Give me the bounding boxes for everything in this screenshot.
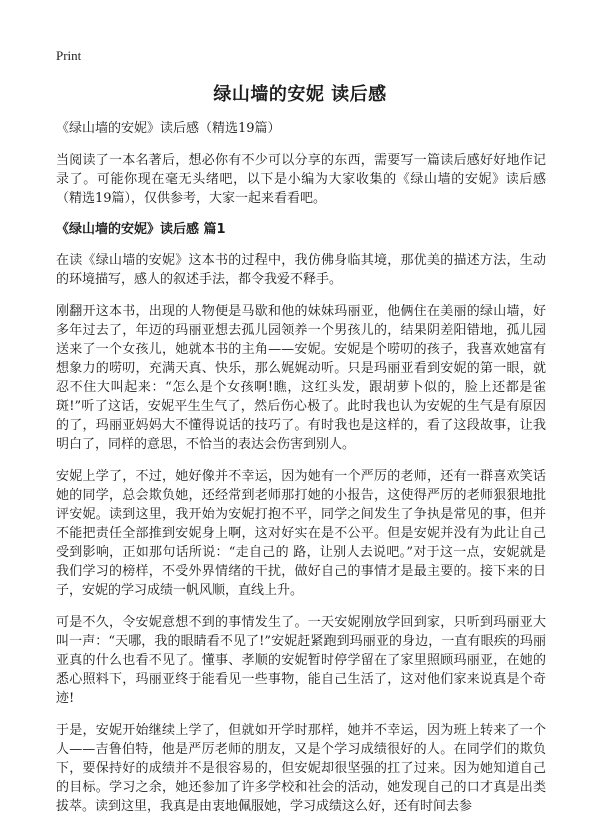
body-paragraph-3: 安妮上学了，不过，她好像并不幸运，因为她有一个严厉的老师，还有一群喜欢笑话她的同学，总会欺负她，还经常到老师那打她的小报告，这使得严厉的老师狠狠地批评安妮。读到这里，我开始为安妮打抱不平，同学之间发生了争执是常见的事，但并不能把责任全部推到安妮身上啊，这对好实在是不公平。但是安妮并没有为此让自己受到影响，正如那句话所说：“走自己的 路，让别人去说吧。”对于这一点，安妮就是我们学习的榜样，不受外界情绪的干扰，做好自己的事情才是最主要的。接下来的日子，安妮的学习成绩一帆风顺，直线上升。 <box>56 469 546 598</box>
body-paragraph-4: 可是不久，令安妮意想不到的事情发生了。一天安妮刚放学回到家，只听到玛丽亚大叫一声：“天哪，我的眼睛看不见了!”安妮赶紧跑到玛丽亚的身边，一直有眼疾的玛丽亚真的什么也看不见了。懂事、孝顺的安妮暂时停学留在了家里照顾玛丽亚，在她的悉心照料下，玛丽亚终于能看见一些事物，能自己生活了，这对他们家来说真是个奇迹! <box>56 615 546 706</box>
intro-paragraph: 当阅读了一本名著后，想必你有不少可以分享的东西，需要写一篇读后感好好地作记录了。可能你现在毫无头绪吧，以下是小编为大家收集的《绿山墙的安妮》读后感（精选19篇），仅供参考，大家一起来看看吧。 <box>56 153 546 206</box>
section-heading: 《绿山墙的安妮》读后感 篇1 <box>56 222 226 237</box>
document-body <box>56 120 546 829</box>
body-paragraph-5: 于是，安妮开始继续上学了，但就如开学时那样，她并不幸运，因为班上转来了一个人——吉鲁伯特，他是严厉老师的朋友，又是个学习成绩很好的人。在同学们的欺负下，要保持好的成绩并不是很容易的，但安妮却很坚强的扛了过来。因为她知道自己的目标。学习之余，她还参加了许多学校和社会的活动，她发现自己的口才真是出类拔萃。读到这里，我真是由衷地佩服她，学习成绩这么好，还有时间去参 <box>56 723 546 814</box>
body-paragraph-2: 刚翻开这本书，出现的人物便是马歇和他的妹妹玛丽亚，他俩住在美丽的绿山墙，好多年过去了，年迈的玛丽亚想去孤儿园领养一个男孩儿的，结果阴差阳错地，孤儿园送来了一个女孩儿，她就本书的主角——安妮。安妮是个唠叨的孩子，我喜欢她富有想象力的唠叨，充满天真、快乐，那么娓娓动听。只是玛丽亚看到安妮的第一眼，就忍不住大叫起来：“怎么是个女孩啊!瞧，这红头发，跟胡萝卜似的，脸上还都是雀斑!”听了这话，安妮平生生气了，然后伤心极了。此时我也认为安妮的生气是有原因的了，玛丽亚妈妈大不懂得说话的技巧了。有时我也是这样的，看了这段故事，让我明白了，同样的意思，不恰当的表达会伤害到别人。 <box>56 304 546 452</box>
print-link[interactable]: Print <box>56 48 82 63</box>
document-subtitle: 《绿山墙的安妮》读后感（精选19篇） <box>56 121 281 136</box>
body-paragraph-1: 在读《绿山墙的安妮》这本书的过程中，我仿佛身临其境，那优美的描述方法，生动的环境描写，感人的叙述手法，都令我爱不释手。 <box>56 253 546 287</box>
document-title: 绿山墙的安妮 读后感 <box>213 84 387 105</box>
